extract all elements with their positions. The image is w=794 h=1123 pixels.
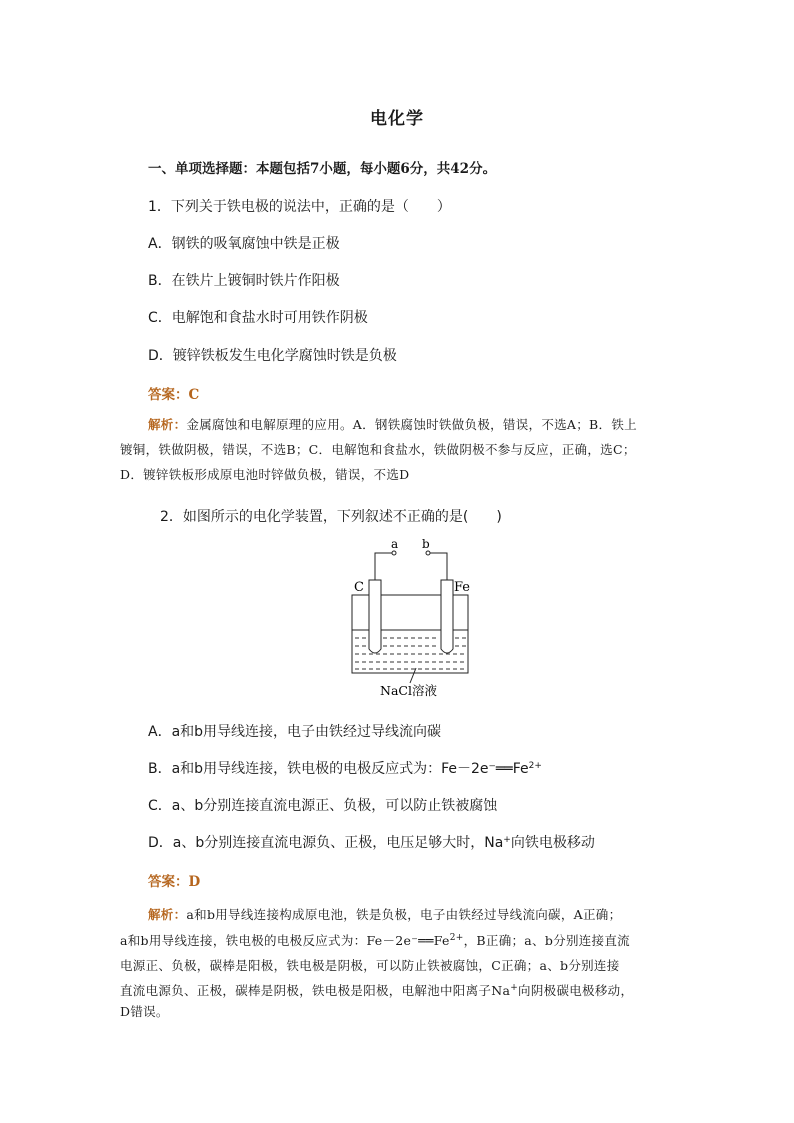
terminal-a <box>392 551 396 555</box>
label-b: b <box>422 537 430 551</box>
q2-option-d: D．a、b分别连接直流电源负、正极，电压足够大时，Na+向铁电极移动 <box>148 835 595 851</box>
wire-a <box>375 553 392 583</box>
label-c: C <box>354 580 364 595</box>
q2-explanation-line-3: 电源正、负极，碳棒是阳极，铁电极是阴极，可以防止铁被腐蚀，C正确；a、b分别连接 <box>120 958 620 973</box>
q2-option-a: A．a和b用导线连接，电子由铁经过导线流向碳 <box>148 724 442 740</box>
q1-option-b: B．在铁片上镀铜时铁片作阳极 <box>148 273 340 289</box>
electrochemical-cell-diagram <box>340 535 490 705</box>
q1-explanation-label: 解析： <box>148 417 187 432</box>
q1-answer: 答案：C <box>148 387 200 403</box>
section-header: 一、单项选择题：本题包括7小题，每小题6分，共42分。 <box>148 161 497 177</box>
q2-explanation-label: 解析： <box>148 907 187 922</box>
wire-b <box>430 553 447 583</box>
q1-option-c: C．电解饱和食盐水时可用铁作阴极 <box>148 310 368 326</box>
q2-explanation-line-4: 直流电源负、正极，碳棒是阴极，铁电极是阳极，电解池中阳离子Na+向阴极碳电极移动， <box>120 983 634 998</box>
label-fe: Fe <box>454 580 471 595</box>
q1-option-d: D．镀锌铁板发生电化学腐蚀时铁是负极 <box>148 348 397 364</box>
q2-explanation-line-5: D错误。 <box>120 1004 169 1019</box>
terminal-b <box>426 551 430 555</box>
q2-answer: 答案：D <box>148 874 201 890</box>
q1-option-a: A．钢铁的吸氧腐蚀中铁是正极 <box>148 236 340 252</box>
q2-explanation-line-1: 解析：a和b用导线连接构成原电池，铁是负极，电子由铁经过导线流向碳，A正确； <box>148 907 622 922</box>
q2-option-b: B．a和b用导线连接，铁电极的电极反应式为：$Fe-2e^-══Fe^{2+}$ <box>148 761 542 777</box>
q1-explanation-line-2: 镀铜，铁做阴极，错误，不选B；C．电解饱和食盐水，铁做阴极不参与反应，正确，选C； <box>120 442 636 457</box>
q2-option-c: C．a、b分别连接直流电源正、负极，可以防止铁被腐蚀 <box>148 798 498 814</box>
question-1-stem: 1．下列关于铁电极的说法中，正确的是（ ） <box>148 199 451 215</box>
question-2-stem: 2．如图所示的电化学装置，下列叙述不正确的是( ) <box>160 509 502 525</box>
iron-electrode <box>441 580 453 653</box>
label-a: a <box>391 537 399 551</box>
figure-caption: NaCl溶液 <box>380 683 437 698</box>
page-title: 电化学 <box>370 109 424 129</box>
q1-explanation-line-3: D．镀锌铁板形成原电池时锌做负极，错误，不选D <box>120 467 410 482</box>
q2-explanation-line-2: a和b用导线连接，铁电极的电极反应式为：$Fe-2e^-══Fe^{2+}$，B正确；a、b分别连接直流 <box>120 933 630 948</box>
q1-explanation-line-1: 解析：金属腐蚀和电解原理的应用。A．钢铁腐蚀时铁做负极，错误，不选A；B．铁上 <box>148 417 637 432</box>
carbon-electrode <box>369 580 381 653</box>
